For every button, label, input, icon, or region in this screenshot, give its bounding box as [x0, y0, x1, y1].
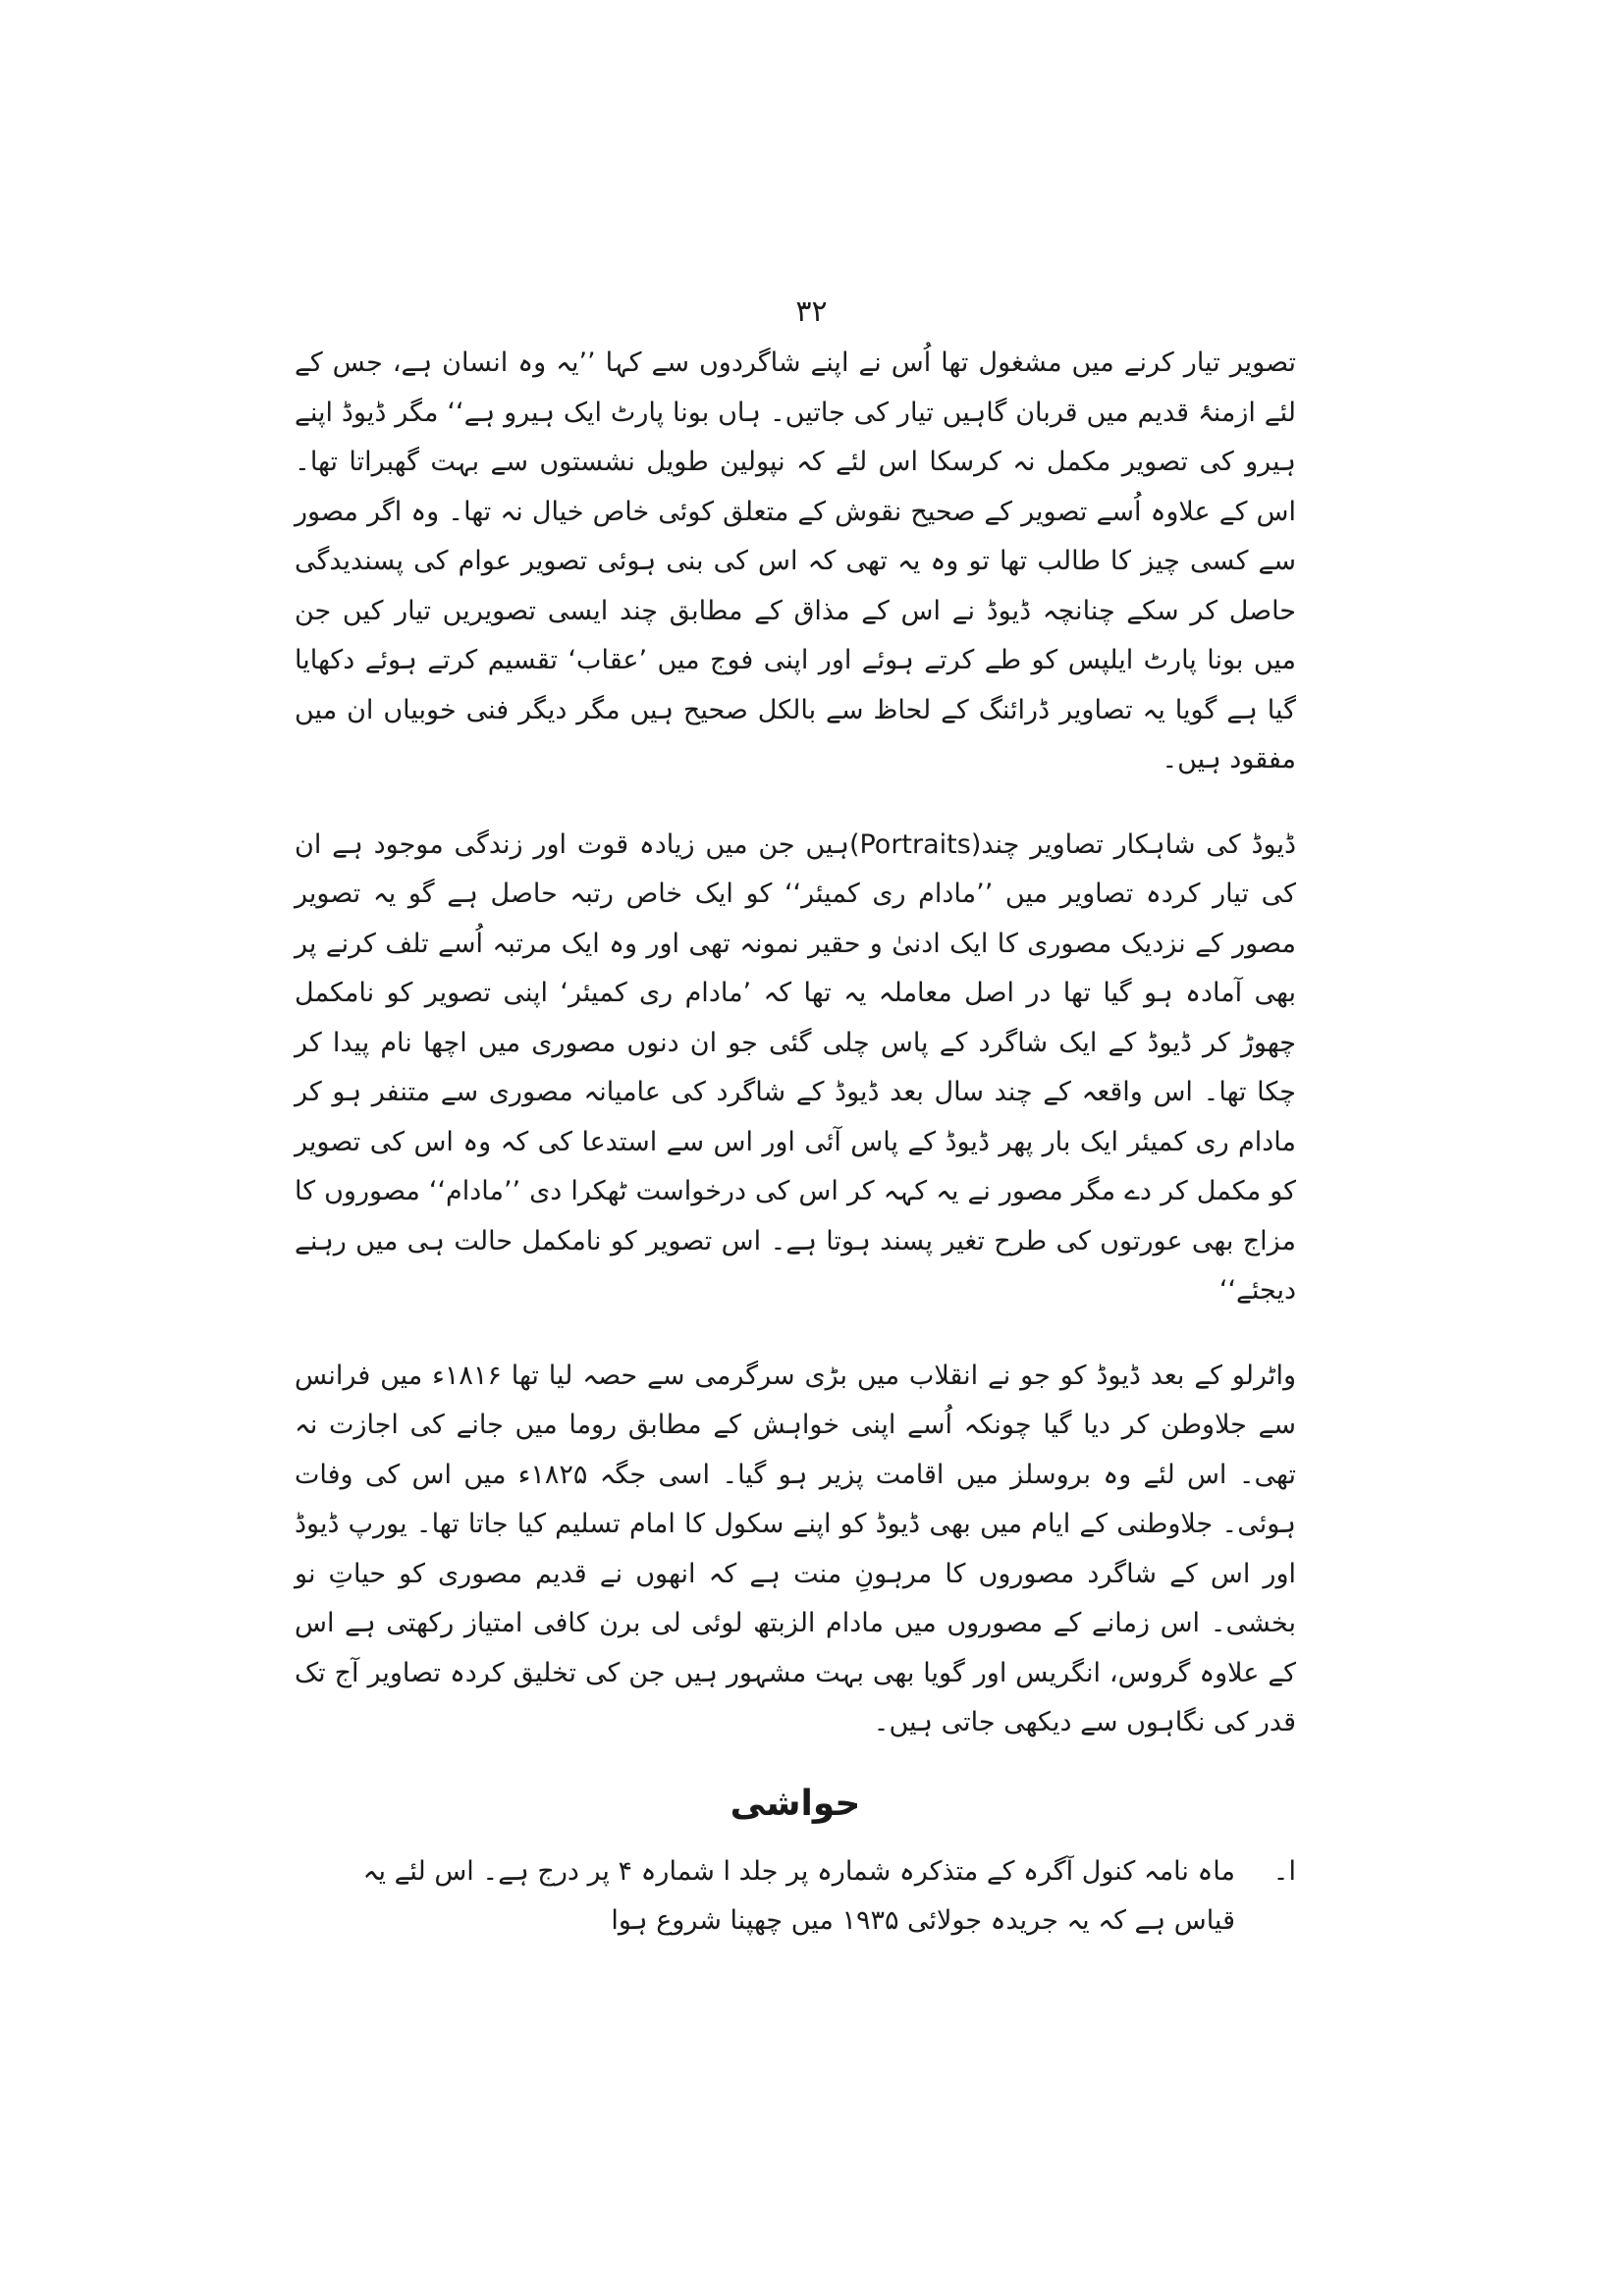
- paragraph-2-body: ہیں جن میں زیادہ قوت اور زندگی موجود ہے ان کی تیار کردہ تصاویر میں ’’مادام ری کمیئر‘‘ کو ایک خاص رتبہ حاصل ہے گو یہ تصویر مصور کے نزدیک مصوری کا ایک ادنیٰ و حقیر نمونہ تھی اور وہ ایک مرتبہ اُسے تلف کرنے پر بھی آمادہ ہو گیا تھا در اصل معاملہ یہ تھا کہ ’مادام ری کمیئر‘ اپنی تصویر کو نامکمل چھوڑ کر ڈیوڈ کے ایک شاگرد کے پاس چلی گئی جو ان دنوں مصوری میں اچھا نام پیدا کر چکا تھا۔ اس واقعہ کے چند سال بعد ڈیوڈ کے شاگرد کی عامیانہ مصوری سے متنفر ہو کر مادام ری کمیئر ایک بار پھر ڈیوڈ کے پاس آئی اور اس سے استدعا کی کہ وہ اس کی تصویر کو مکمل کر دے مگر مصور نے یہ کہہ کر اس کی درخواست ٹھکرا دی ’’مادام‘‘ مصوروں کا مزاج بھی عورتوں کی طرح تغیر پسند ہوتا ہے۔ اس تصویر کو نامکمل حالت ہی میں رہنے دیجئے‘‘: [295, 828, 1296, 1306]
- footnote-1: [295, 1847, 1296, 1947]
- paragraph-3: واٹرلو کے بعد ڈیوڈ کو جو نے انقلاب میں بڑی سرگرمی سے حصہ لیا تھا ۱۸۱۶ء میں فرانس سے جلاوطن کر دیا گیا چونکہ اُسے اپنی خواہش کے مطابق روما میں جانے کی اجازت نہ تھی۔ اس لئے وہ بروسلز میں اقامت پزیر ہو گیا۔ اسی جگہ ۱۸۲۵ء میں اس کی وفات ہوئی۔ جلاوطنی کے ایام میں بھی ڈیوڈ کو اپنے سکول کا امام تسلیم کیا جاتا تھا۔ یورپ ڈیوڈ اور اس کے شاگرد مصوروں کا مرہونِ منت ہے کہ انھوں نے قدیم مصوری کو حیاتِ نو بخشی۔ اس زمانے کے مصوروں میں مادام الزبتھ لوئی لی برن کافی امتیاز رکھتی ہے اس کے علاوہ گروس، انگریس اور گویا بھی بہت مشہور ہیں جن کی تخلیق کردہ تصاویر آج تک قدر کی نگاہوں سے دیکھی جاتی ہیں۔: [295, 1360, 1296, 1737]
- main-content: [295, 339, 1296, 1947]
- paragraph-2-lead: ڈیوڈ کی شاہکار تصاویر چند: [981, 828, 1296, 860]
- page-number: ۳۲: [795, 294, 828, 329]
- portraits-term: (Portraits): [848, 828, 982, 860]
- notes-heading: حواشی: [730, 1783, 861, 1824]
- paragraph-1: تصویر تیار کرنے میں مشغول تھا اُس نے اپنے شاگردوں سے کہا ’’یہ وہ انسان ہے، جس کے لئے ازمنۂ قدیم میں قربان گاہیں تیار کی جاتیں۔ ہاں بونا پارٹ ایک ہیرو ہے‘‘ مگر ڈیوڈ اپنے ہیرو کی تصویر مکمل نہ کرسکا اس لئے کہ نپولین طویل نشستوں سے بہت گھبراتا تھا۔ اس کے علاوہ اُسے تصویر کے صحیح نقوش کے متعلق کوئی خاص خیال نہ تھا۔ وہ اگر مصور سے کسی چیز کا طالب تھا تو وہ یہ تھی کہ اس کی بنی ہوئی تصویر عوام کی پسندیدگی حاصل کر سکے چنانچہ ڈیوڈ نے اس کے مذاق کے مطابق چند ایسی تصویریں تیار کیں جن میں بونا پارٹ ایلپس کو طے کرتے ہوئے اور اپنی فوج میں ’عقاب‘ تقسیم کرتے ہوئے دکھایا گیا ہے گویا یہ تصاویر ڈرائنگ کے لحاظ سے بالکل صحیح ہیں مگر دیگر فنی خوبیاں ان میں مفقود ہیں۔: [295, 347, 1296, 774]
- paragraph-2: [295, 821, 1296, 1316]
- footnote-text: ماہ نامہ کنول آگرہ کے متذکرہ شمارہ پر جلد ا شمارہ ۴ پر درج ہے۔ اس لئے یہ قیاس ہے کہ یہ جریدہ جولائی ۱۹۳۵ میں چھپنا شروع ہوا: [362, 1855, 1235, 1936]
- footnote-marker: ا۔: [1272, 1855, 1296, 1887]
